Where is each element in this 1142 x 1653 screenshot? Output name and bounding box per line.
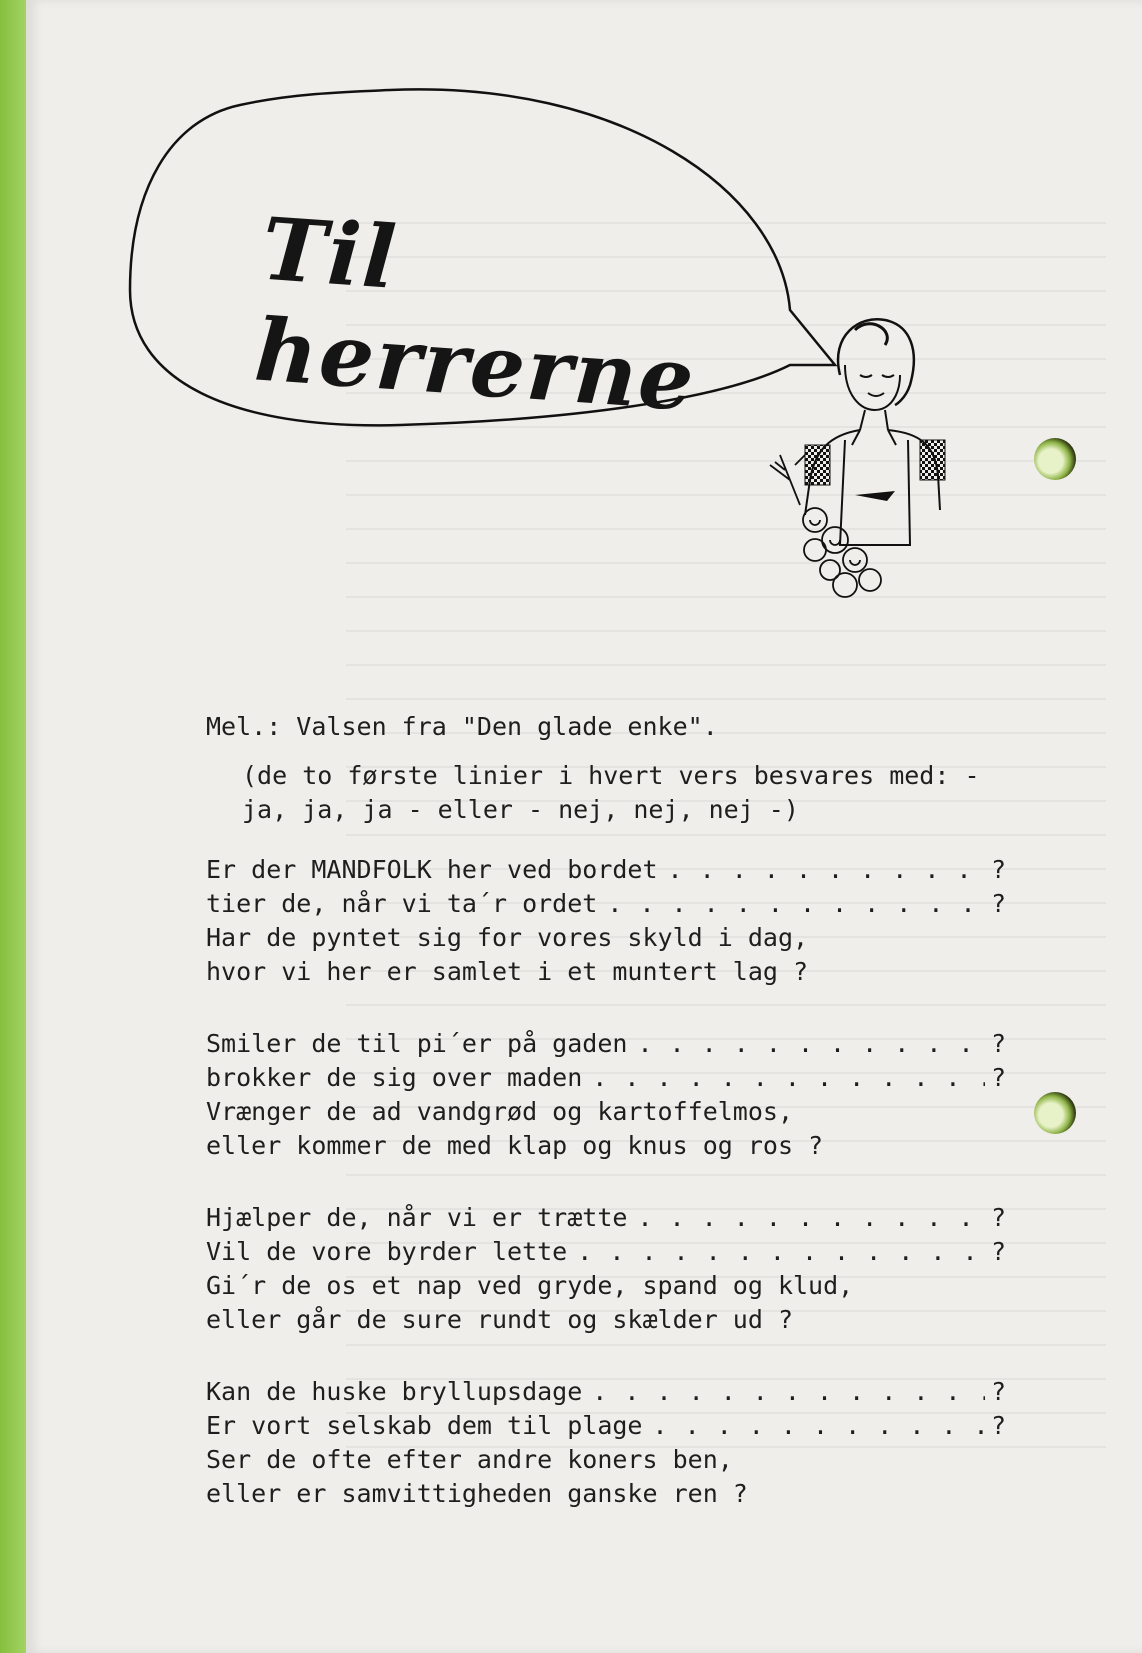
dot-leader [637, 1203, 985, 1232]
dot-leader [592, 1063, 985, 1092]
stanza-1 [206, 855, 1006, 991]
dot-leader [607, 889, 985, 918]
stanza-2 [206, 1029, 1006, 1165]
stanza-4 [206, 1377, 1006, 1513]
dot-leader [653, 1411, 985, 1440]
woman-with-flowers-illustration [760, 305, 980, 625]
question-line: Hjælper de, når vi er trætte . . . ? [206, 1203, 1006, 1237]
question-line: Er der MANDFOLK her ved bordet . . . ? [206, 855, 1006, 889]
question-line: Vil de vore byrder lette . . . ? [206, 1237, 1006, 1271]
instruction-note: (de to første linier i hvert vers besvares med: - ja, ja, ja - eller - nej, nej, nej -) [242, 761, 980, 824]
verse-line: Har de pyntet sig for vores skyld i dag, [206, 923, 809, 952]
question-line: tier de, når vi ta´r ordet . . . ? [206, 889, 1006, 923]
verse-line: Ser de ofte efter andre koners ben, [206, 1445, 733, 1474]
dot-leader [592, 1377, 985, 1406]
question-line: brokker de sig over maden . . . ? [206, 1063, 1006, 1097]
song-text [206, 712, 1006, 1551]
verse-line: Vrænger de ad vandgrød og kartoffelmos, [206, 1097, 793, 1126]
stanza-3 [206, 1203, 1006, 1339]
question-line: Kan de huske bryllupsdage . . . ? [206, 1377, 1006, 1411]
punch-hole-upper [1034, 438, 1076, 480]
verse-line: hvor vi her er samlet i et muntert lag ? [206, 957, 809, 986]
page-title: Til herrerne [251, 198, 699, 431]
melody-line: Mel.: Valsen fra "Den glade enke". [206, 712, 718, 741]
verse-line: eller kommer de med klap og knus og ros ? [206, 1131, 824, 1160]
dot-leader [637, 1029, 985, 1058]
dot-leader [668, 855, 985, 884]
verse-line: Gi´r de os et nap ved gryde, spand og klud, [206, 1271, 854, 1300]
punch-hole-lower [1034, 1092, 1076, 1134]
question-line: Er vort selskab dem til plage . . . ? [206, 1411, 1006, 1445]
question-line: Smiler de til pi´er på gaden . . . ? [206, 1029, 1006, 1063]
dot-leader [577, 1237, 985, 1266]
verse-line: eller er samvittigheden ganske ren ? [206, 1479, 748, 1508]
verse-line: eller går de sure rundt og skælder ud ? [206, 1305, 793, 1334]
